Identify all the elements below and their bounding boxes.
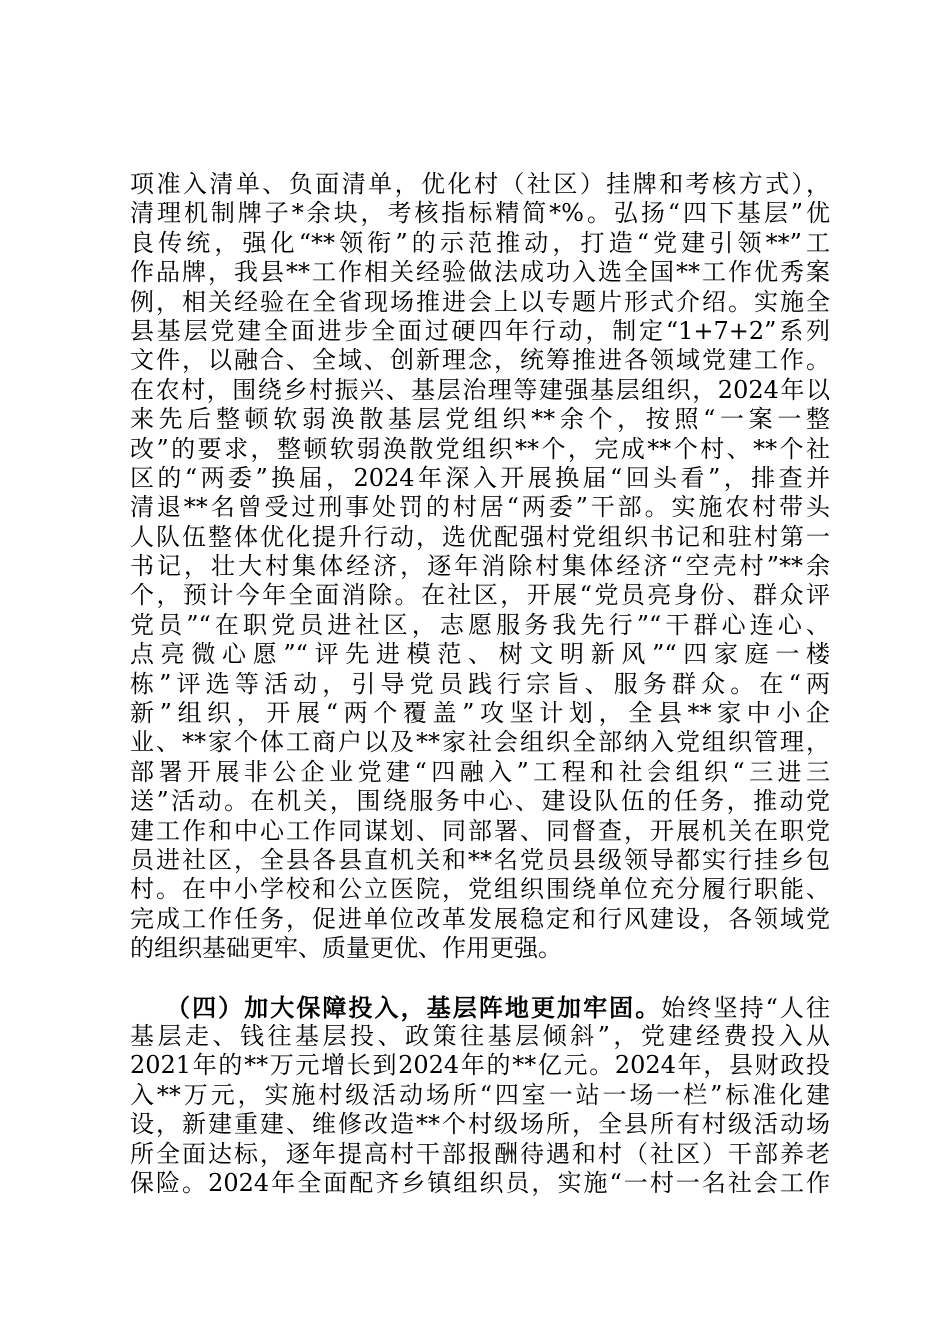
text-line: 设，新建重建、维修改造**个村级场所，全县所有村级活动场 <box>130 1110 830 1139</box>
text-line: 业、**家个体工商户以及**家社会组织全部纳入党组织管理， <box>130 728 830 757</box>
text-line: 清退**名曾受过刑事处罚的村居“两委”干部。实施农村带头 <box>130 493 830 522</box>
text-line: 部署开展非公企业党建“四融入”工程和社会组织“三进三 <box>130 757 830 786</box>
paragraph-1 <box>130 170 830 964</box>
text-line: 来先后整顿软弱涣散基层党组织**余个，按照“一案一整 <box>130 405 830 434</box>
text-line: 书记，壮大村集体经济，逐年消除村集体经济“空壳村”**余 <box>130 552 830 581</box>
text-line: 保险。2024年全面配齐乡镇组织员，实施“一村一名社会工作 <box>130 1168 830 1197</box>
text-line: 改”的要求，整顿软弱涣散党组织**个，完成**个村、**个社 <box>130 434 830 463</box>
text-line: 送”活动。在机关，围绕服务中心、建设队伍的任务，推动党 <box>130 787 830 816</box>
text-line: 良传统，强化“**领衔”的示范推动，打造“党建引领**”工 <box>130 228 830 257</box>
heading-line-rest: 始终坚持“人往 <box>661 993 830 1022</box>
text-line: 项准入清单、负面清单，优化村（社区）挂牌和考核方式）， <box>130 170 830 198</box>
text-line: 建工作和中心工作同谋划、同部署、同督查，开展机关在职党 <box>130 816 830 845</box>
text-line: 在农村，围绕乡村振兴、基层治理等建强基层组织，2024年以 <box>130 375 830 404</box>
paragraph-2 <box>130 993 830 1199</box>
document-page <box>130 170 830 1198</box>
text-line: 例，相关经验在全省现场推进会上以专题片形式介绍。实施全 <box>130 287 830 316</box>
text-line: 2021年的**万元增长到2024年的**亿元。2024年，县财政投 <box>130 1051 830 1080</box>
text-line: 栋”评选等活动，引导党员践行宗旨、服务群众。在“两 <box>130 669 830 698</box>
text-line: 员进社区，全县各县直机关和**名党员县级领导都实行挂乡包 <box>130 845 830 874</box>
text-line: 县基层党建全面进步全面过硬四年行动，制定“1+7+2”系列 <box>130 316 830 345</box>
text-line: 作品牌，我县**工作相关经验做法成功入选全国**工作优秀案 <box>130 258 830 287</box>
section-heading: （四）加大保障投入，基层阵地更加牢固。 <box>166 992 662 1022</box>
text-line: 文件，以融合、全域、创新理念，统筹推进各领域党建工作。 <box>130 346 830 375</box>
text-line: 入**万元，实施村级活动场所“四室一站一场一栏”标准化建 <box>130 1080 830 1109</box>
text-line: 的组织基础更牢、质量更优、作用更强。 <box>130 934 562 963</box>
text-line: 村。在中小学校和公立医院，党组织围绕单位充分履行职能、 <box>130 875 830 904</box>
text-line: 新”组织，开展“两个覆盖”攻坚计划，全县**家中小企 <box>130 699 830 728</box>
text-line: 个，预计今年全面消除。在社区，开展“党员亮身份、群众评 <box>130 581 830 610</box>
text-line: 人队伍整体优化提升行动，选优配强村党组织书记和驻村第一 <box>130 522 830 551</box>
paragraph-gap <box>130 964 830 993</box>
text-line: 清理机制牌子*余块，考核指标精简*%。弘扬“四下基层”优 <box>130 199 830 228</box>
text-line: 党员”“在职党员进社区，志愿服务我先行”“干群心连心、 <box>130 610 830 639</box>
text-line: 点亮微心愿”“评先进模范、树文明新风”“四家庭一楼 <box>130 640 830 669</box>
text-line: 所全面达标，逐年提高村干部报酬待遇和村（社区）干部养老 <box>130 1139 830 1168</box>
text-line: 基层走、钱往基层投、政策往基层倾斜”，党建经费投入从 <box>130 1021 830 1050</box>
section-heading-line <box>130 993 830 1022</box>
text-line: 完成工作任务，促进单位改革发展稳定和行风建设，各领域党 <box>130 904 830 933</box>
text-line: 区的“两委”换届，2024年深入开展换届“回头看”，排查并 <box>130 463 830 492</box>
